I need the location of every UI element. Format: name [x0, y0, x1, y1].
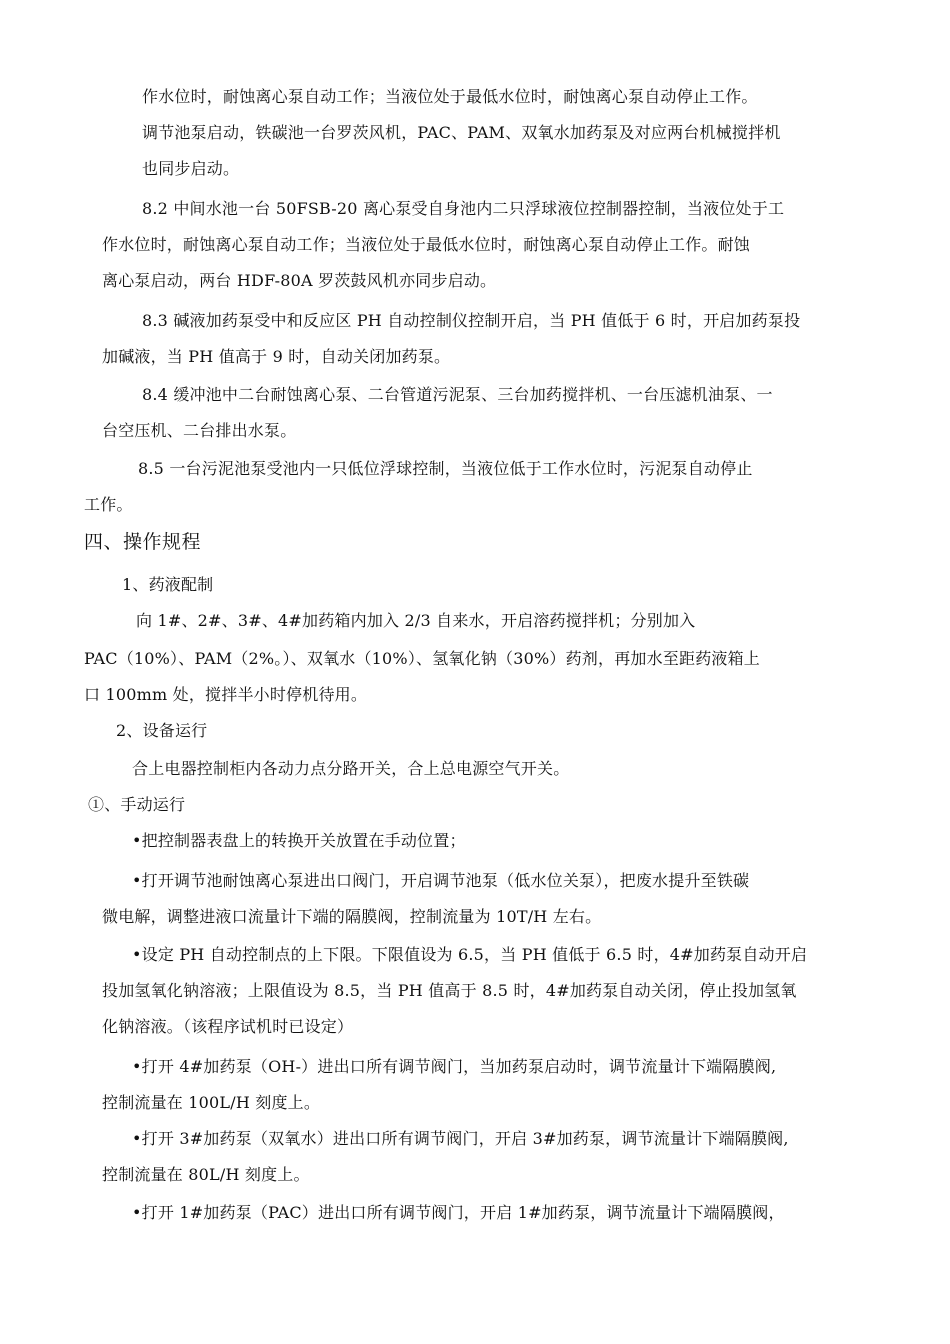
text-line: 8.3 碱液加药泵受中和反应区 PH 自动控制仪控制开启，当 PH 值低于 6 时，开启加药泵投 — [142, 311, 801, 330]
subsection-heading: 1、药液配制 — [122, 575, 214, 594]
text-line: 工作。 — [84, 495, 133, 514]
text-line: 化钠溶液。（该程序试机时已设定） — [102, 1017, 354, 1036]
subsection-heading: 2、设备运行 — [116, 721, 208, 740]
text-line: 加碱液，当 PH 值高于 9 时，自动关闭加药泵。 — [102, 347, 451, 366]
text-line: 8.2 中间水池一台 50FSB-20 离心泵受自身池内二只浮球液位控制器控制，当液位处于工 — [142, 199, 785, 218]
text-line: 作水位时，耐蚀离心泵自动工作；当液位处于最低水位时，耐蚀离心泵自动停止工作。耐蚀 — [102, 235, 751, 254]
text-line: PAC（10%）、PAM（2%。）、双氧水（10%）、氢氧化钠（30%）药剂，再加水至距药液箱上 — [84, 649, 760, 668]
text-line: 也同步启动。 — [142, 159, 240, 178]
text-line: 8.5 一台污泥池泵受池内一只低位浮球控制，当液位低于工作水位时，污泥泵自动停止 — [138, 459, 753, 478]
text-line: 投加氢氧化钠溶液；上限值设为 8.5，当 PH 值高于 8.5 时，4#加药泵自动关闭，停止投加氢氧 — [102, 981, 797, 1000]
text-line: 向 1#、2#、3#、4#加药箱内加入 2/3 自来水，开启溶药搅拌机；分别加入 — [136, 611, 696, 630]
text-line: •设定 PH 自动控制点的上下限。下限值设为 6.5，当 PH 值低于 6.5 时，4#加药泵自动开启 — [132, 945, 808, 964]
text-line: 作水位时，耐蚀离心泵自动工作；当液位处于最低水位时，耐蚀离心泵自动停止工作。 — [142, 87, 758, 106]
text-line: 8.4 缓冲池中二台耐蚀离心泵、二台管道污泥泵、三台加药搅拌机、一台压滤机油泵、一 — [142, 385, 773, 404]
section-heading: 四、操作规程 — [84, 531, 202, 553]
text-line: •把控制器表盘上的转换开关放置在手动位置； — [132, 831, 466, 850]
text-line: •打开 1#加药泵（PAC）进出口所有调节阀门，开启 1#加药泵，调节流量计下端隔膜阀， — [132, 1203, 785, 1222]
text-line: •打开调节池耐蚀离心泵进出口阀门，开启调节池泵（低水位关泵），把废水提升至铁碳 — [132, 871, 750, 890]
text-line: 调节池泵启动，铁碳池一台罗茨风机，PAC、PAM、双氧水加药泵及对应两台机械搅拌机 — [142, 123, 781, 142]
text-line: 控制流量在 80L/H 刻度上。 — [102, 1165, 310, 1184]
text-line: •打开 4#加药泵（OH-）进出口所有调节阀门，当加药泵启动时，调节流量计下端隔膜阀, — [132, 1057, 777, 1076]
text-line: 微电解，调整进液口流量计下端的隔膜阀，控制流量为 10T/H 左右。 — [102, 907, 602, 926]
subsection-heading: ①、手动运行 — [88, 795, 186, 814]
text-line: •打开 3#加药泵（双氧水）进出口所有调节阀门，开启 3#加药泵，调节流量计下端隔膜阀, — [132, 1129, 789, 1148]
text-line: 离心泵启动，两台 HDF-80A 罗茨鼓风机亦同步启动。 — [102, 271, 497, 290]
text-line: 合上电器控制柜内各动力点分路开关，合上总电源空气开关。 — [132, 759, 570, 778]
text-line: 台空压机、二台排出水泵。 — [102, 421, 297, 440]
text-line: 控制流量在 100L/H 刻度上。 — [102, 1093, 321, 1112]
text-line: 口 100mm 处，搅拌半小时停机待用。 — [84, 685, 368, 704]
